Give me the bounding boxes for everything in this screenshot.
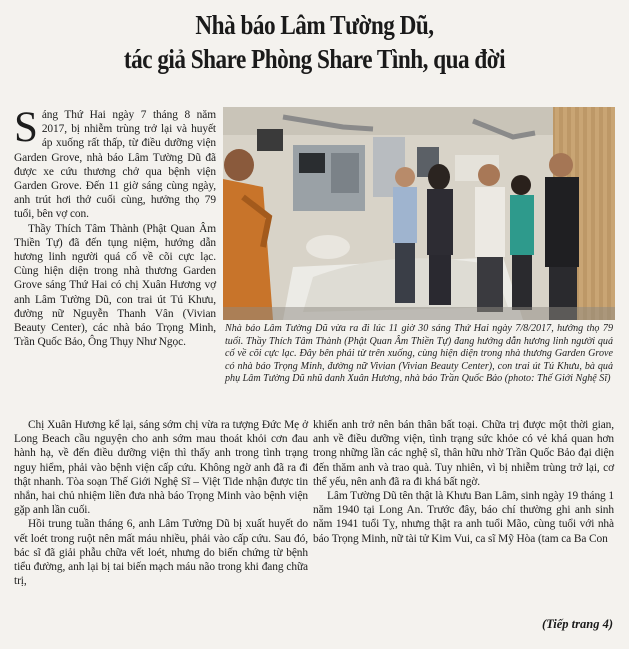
article-column-2: [14, 418, 308, 588]
hospital-room-illustration: [223, 107, 615, 320]
paragraph-5: khiến anh trở nên bán thân bất toại. Chữa trị được một thời gian, anh về điều dưỡng viện, tình trạng sức khỏe có vẻ khá quan hơn trong những lần các nghệ sĩ, thân hữu nhờ Trần Quốc Bảo đại diện đến thăm anh và trao quà. Tuy nhiên, vì bị nhiễm trùng trở lại, cơ thể yếu, nên anh đã ra đi khá bất ngờ.: [313, 419, 614, 488]
hospital-photo: [223, 107, 615, 320]
continued-on-page: (Tiếp trang 4): [541, 617, 613, 631]
paragraph-1-text: áng Thứ Hai ngày 7 tháng 8 năm 2017, bị nhiễm trùng trở lại và huyết áp xuống rất thấp, từ điều dưỡng viện Garden Grove, nhà báo Lâm Tường Dũ đã được xe cứu thương chở qua bệnh viện Garden Grove. Đến 11 giờ sáng cùng ngày, anh trút hơi thở cuối cùng, hưởng thọ 79 tuổi, bên vợ con.: [14, 109, 216, 221]
paragraph-4: Hồi trung tuần tháng 6, anh Lâm Tường Dũ bị xuất huyết do vết loét trong ruột nên mất máu nhiều, phải vào cấp cứu. Sau đó, bác sĩ đã giải phẫu chữa vết loét, nhưng do biến chứng từ bệnh tiểu đường, anh lại bị tai biến mạch máu não trong khi đang chữa trị,: [14, 518, 308, 588]
paragraph-3: Chị Xuân Hương kể lại, sáng sớm chị vừa ra tượng Đức Mẹ ở Long Beach cầu nguyện cho anh sớm mau thoát khỏi cơn đau hành hạ, về đến điều dưỡng viện thì thấy anh trong tình trạng nguy hiểm, phải vào bệnh viện cấp cứu. Không ngờ anh đã ra đi thật nhanh. Tòa soạn Thế Giới Nghệ Sĩ – Việt Tide nhận được tin nhắn, hai chủ nhiệm liền đưa nhà báo Trọng Minh vào bệnh viện gặp anh lần cuối.: [14, 419, 308, 517]
drop-cap: S: [14, 104, 38, 151]
article-column-1: [14, 104, 216, 349]
paragraph-6: Lâm Tường Dũ tên thật là Khưu Ban Lâm, sinh ngày 19 tháng 1 năm 1940 tại Long An. Trước đây, báo chí thường ghi anh sinh năm 1941 tuổi Tỵ, nhưng thật ra anh tuổi Mão, cùng tuổi với nhà báo Trọng Minh, nữ tài tử Kim Vui, ca sĩ Mỹ Hòa (tam ca Ba Con: [313, 490, 614, 545]
photo-caption: Nhà báo Lâm Tường Dũ vừa ra đi lúc 11 giờ 30 sáng Thứ Hai ngày 7/8/2017, hưởng thọ 79 tuổi. Thầy Thích Tâm Thành (Phật Quan Âm Thiền Tự) đang hướng dẫn hương linh người quá cố về cõi cực lạc. Đây bên phải từ trên xuống, cùng hiện diện trong nhà thương Garden Grove có nhà báo Trọng Minh, đường nữ Vivian (Vivian Beauty Center), con trai út Tú Khưu, bà quả phụ Lâm Tường Dũ nhũ danh Xuân Hương, nhà báo Trần Quốc Bảo (photo: Thế Giới Nghệ Sĩ): [225, 323, 613, 385]
article-column-3: [313, 418, 614, 546]
headline-line-1: Nhà báo Lâm Tường Dũ,: [195, 10, 434, 40]
headline-line-2: tác giả Share Phòng Share Tình, qua đời: [123, 44, 506, 74]
paragraph-2: Thầy Thích Tâm Thành (Phật Quan Âm Thiền Tự) đã đến tụng niệm, hướng dẫn hương linh người quá cố về cõi cực lạc. Cùng hiện diện trong nhà thương Garden Grove sáng Thứ Hai có chị Xuân Hương vợ anh Lâm Tường Dũ, con trai út Tú Khưu, đường nữ Nguyễn Thanh Vân (Vivian Beauty Center), các nhà báo Trọng Minh, Trần Quốc Bảo, Ông Thụy Như Ngọc.: [14, 222, 216, 349]
paragraph-1: [14, 104, 216, 222]
